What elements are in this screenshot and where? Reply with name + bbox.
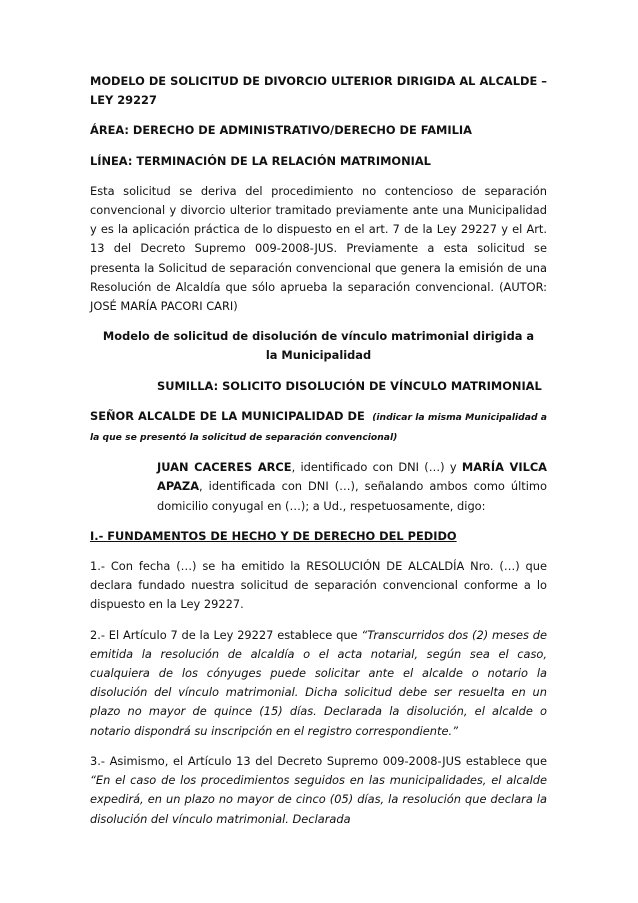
addressee-note: (indicar la misma Municipalidad a la que se presentó la solicitud de separación convencional) — [90, 411, 547, 444]
sumilla-line: SUMILLA: SOLICITO DISOLUCIÓN DE VÍNCULO MATRIMONIAL — [157, 378, 542, 393]
parties-paragraph — [157, 458, 547, 516]
party-text-1: , identificado con DNI (…) y — [291, 460, 462, 475]
area-line: ÁREA: DERECHO DE ADMINISTRATIVO/DERECHO DE FAMILIA — [90, 123, 472, 138]
document-page — [90, 72, 547, 829]
paragraph-2-quote: “Transcurridos dos (2) meses de emitida la resolución de alcaldía o el acta notarial, según sea el caso, cualquiera de los cónyuges puede solicitar ante el alcalde o notario la disolución del vínculo matrimonial. Dicha solicitud debe ser resuelta en un plazo no mayor de quince (15) días. Declarada la disolución, el alcalde o notario dispondrá su inscripción en el registro correspondiente.” — [90, 627, 547, 738]
party-name-2: MARÍA VILCA APAZA — [157, 460, 548, 494]
paragraph-3-quote: “En el caso de los procedimientos seguidos en las municipalidades, el alcalde expedirá, en un plazo no mayor de cinco (05) días, la resolución que declara la disolución del vínculo matrimonial. Declarada — [90, 773, 547, 826]
paragraph-3 — [90, 752, 547, 829]
addressee-block — [90, 407, 547, 447]
section-1-heading: I.- FUNDAMENTOS DE HECHO Y DE DERECHO DEL PEDIDO — [90, 528, 457, 543]
linea-line: LÍNEA: TERMINACIÓN DE LA RELACIÓN MATRIMONIAL — [90, 153, 431, 168]
document-title: MODELO DE SOLICITUD DE DIVORCIO ULTERIOR DIRIGIDA AL ALCALDE – LEY 29227 — [90, 74, 547, 108]
paragraph-3-lead: 3.- Asimismo, el Artículo 13 del Decreto Supremo 009-2008-JUS establece que — [90, 753, 547, 768]
intro-paragraph: Esta solicitud se deriva del procedimiento no contencioso de separación convencional y divorcio ulterior tramitado previamente ante una Municipalidad y es la aplicación práctica de lo dispuesto en el art. 7 de la Ley 29227 y el Art. 13 del Decreto Supremo 009-2008-JUS. Previamente a esta solicitud se presenta la Solicitud de separación convencional que genera la emisión de una Resolución de Alcaldía que sólo aprueba la separación convencional. (AUTOR: JOSÉ MARÍA PACORI CARI) — [90, 183, 547, 314]
model-heading: Modelo de solicitud de disolución de vínculo matrimonial dirigida a la Municipalidad — [102, 329, 535, 363]
party-name-1: JUAN CACERES ARCE — [157, 460, 292, 475]
paragraph-2 — [90, 626, 547, 741]
paragraph-1: 1.- Con fecha (…) se ha emitido la RESOLUCIÓN DE ALCALDÍA Nro. (…) que declara fundado nuestra solicitud de separación convencional conforme a lo dispuesto en la Ley 29227. — [90, 559, 547, 612]
party-text-2: , identificada con DNI (…), señalando ambos como último domicilio conyugal en (…); a Ud., respetuosamente, digo: — [157, 479, 547, 513]
addressee-main: SEÑOR ALCALDE DE LA MUNICIPALIDAD DE — [90, 408, 365, 423]
paragraph-2-lead: 2.- El Artículo 7 de la Ley 29227 establece que — [90, 627, 362, 642]
